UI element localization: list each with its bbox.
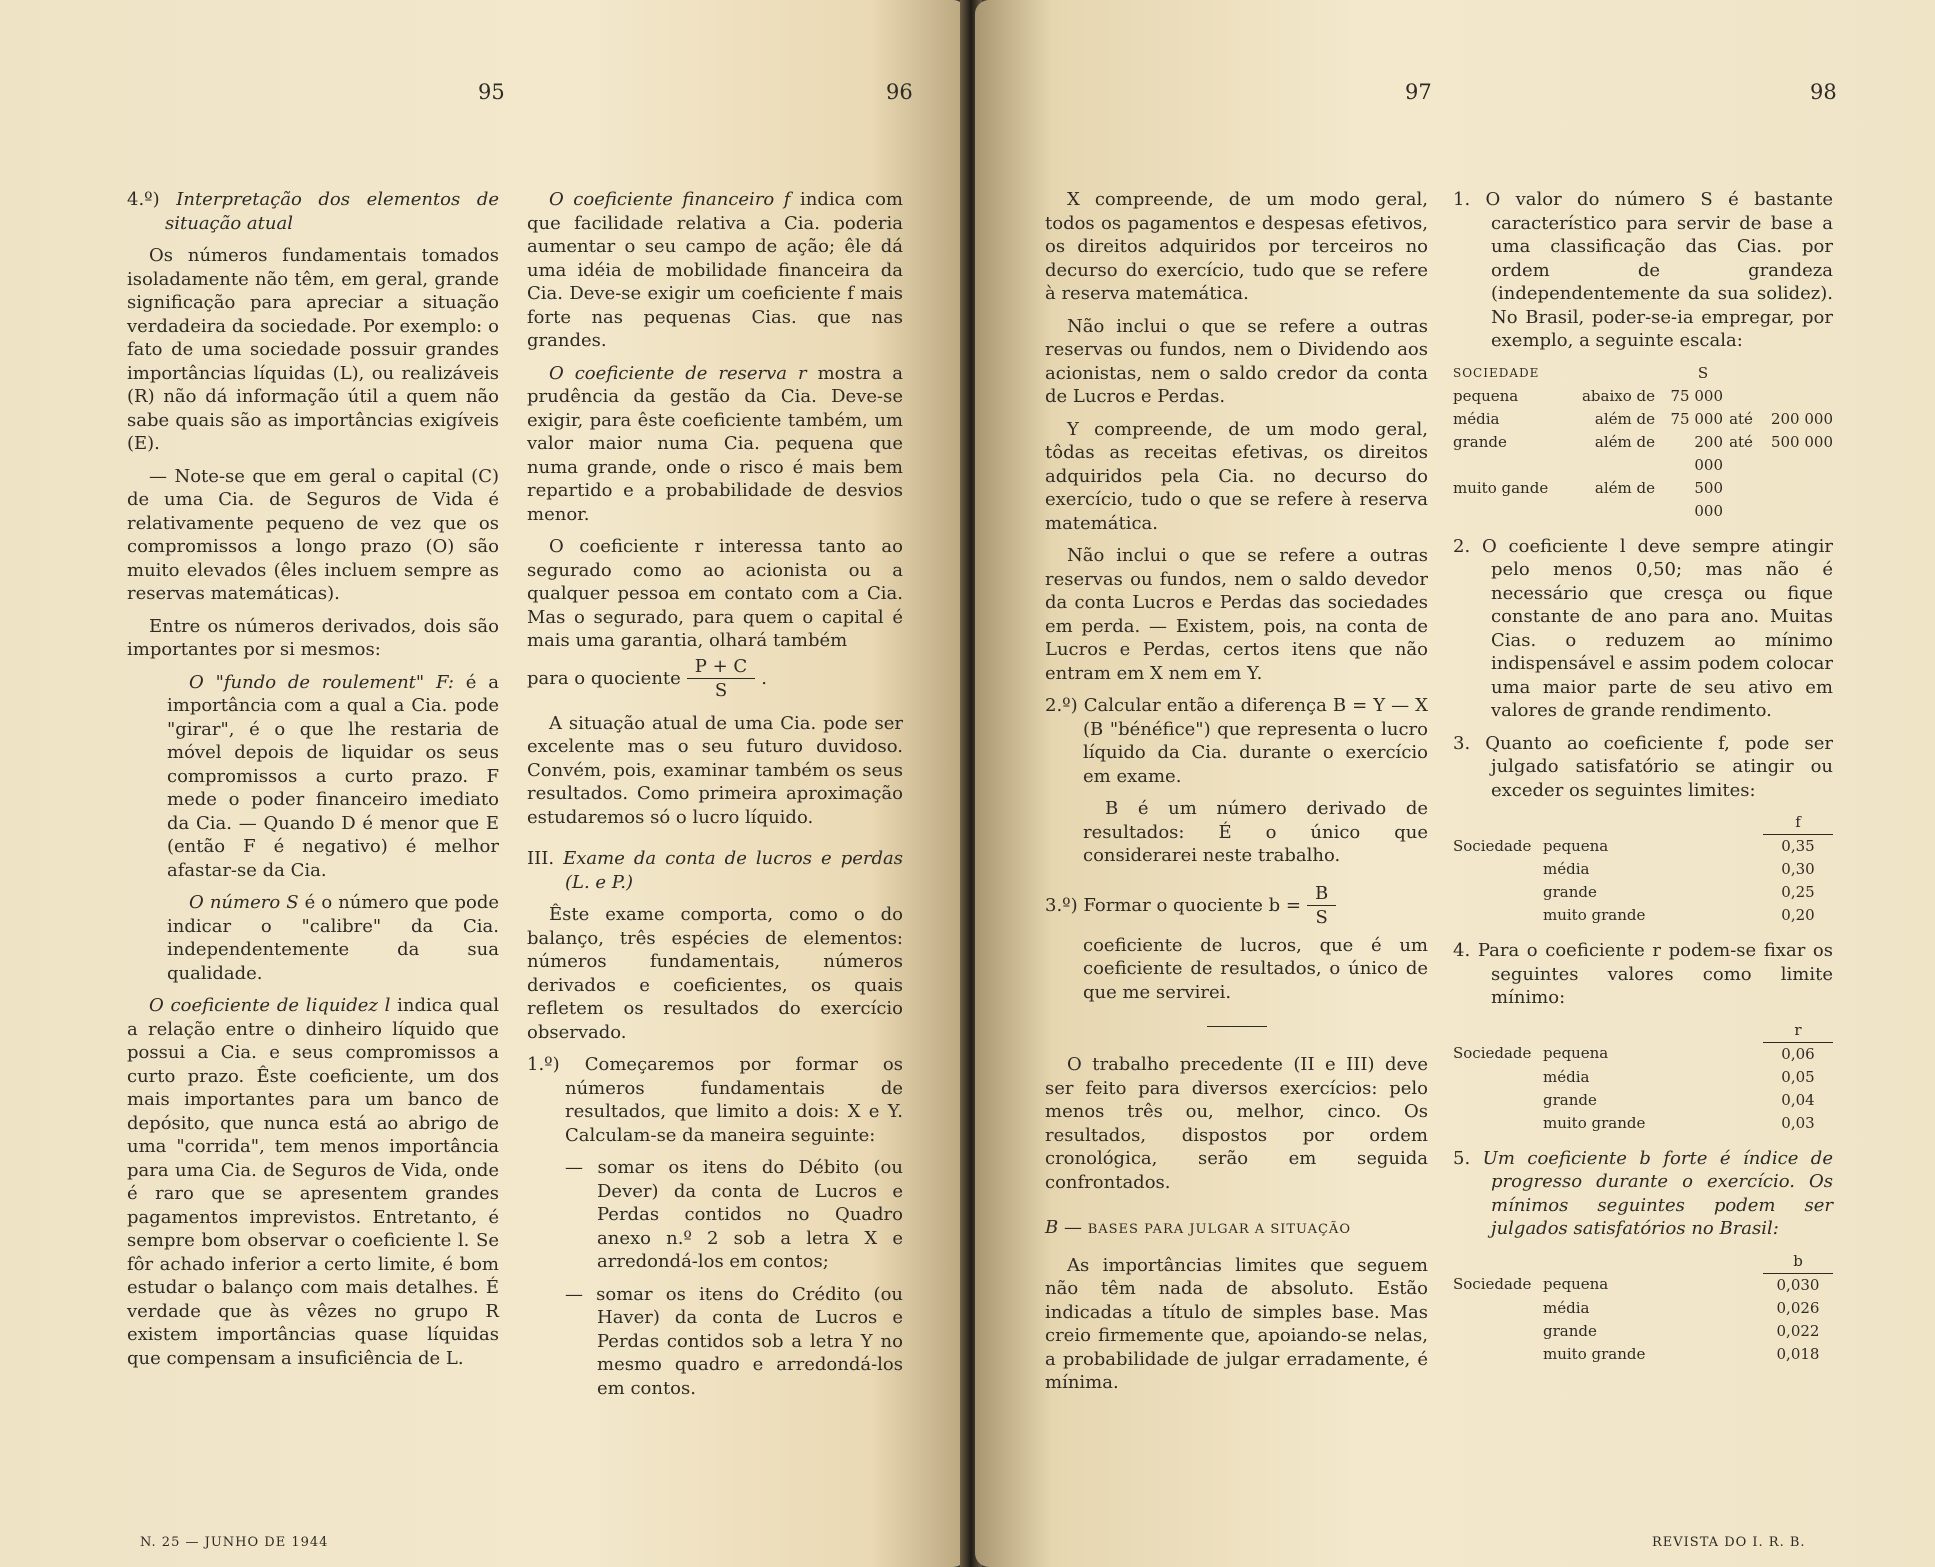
table-cell: muito gande (1453, 478, 1549, 497)
section-heading-3: III. Exame da conta de lucros e perdas (L. e P.) (527, 848, 903, 893)
dash-item: — somar os itens do Débito (ou Dever) da conta de Lucros e Perdas contidos no Quadro anexo n.º 2 sob a letra X e arredondá-los em contos; (565, 1157, 903, 1272)
table-cell (1759, 477, 1833, 523)
table-header: f (1763, 811, 1833, 835)
column-96 (527, 188, 903, 1409)
table-row (1453, 1089, 1833, 1112)
b-table-body (1453, 1273, 1833, 1366)
table-header: S (1697, 363, 1709, 382)
table-cell: até (1729, 409, 1753, 428)
table-cell: além de (1594, 478, 1655, 497)
paragraph: A situação atual de uma Cia. pode ser excelente mas o seu futuro duvidoso. Convém, pois, examinar também os seus resultados. Como primeira aproximação estudaremos só o lucro líquido. (527, 712, 903, 828)
table-cell: grande (1543, 1321, 1597, 1340)
table-cell: 500 000 (1694, 478, 1723, 520)
table-cell: 0,35 (1781, 837, 1815, 855)
quotient-b-fraction: $\frac{B}{S}$ (1307, 882, 1336, 930)
list-item-4: 4. Para o coeficiente r podem-se fixar os seguintes valores como limite mínimo: (1453, 940, 1833, 1008)
dash-item: — somar os itens do Crédito (ou Haver) da conta de Lucros e Perdas contidos sob a letra Y no mesmo quadro e arredondá-los em contos. (565, 1283, 903, 1399)
paragraph-liquidez: O coeficiente de liquidez l indica qual a relação entre o dinheiro líquido que possui a Cia. e seus compromissos a curto prazo. Êste coeficiente, um dos mais importantes para um banco de depósito, que nunca está ao abrigo de uma "corrida", tem menos importância para uma Cia. de Seguros de Vida, onde é raro que se apresentem grandes pagamentos imprevistos. Entretanto, é sempre bom observar o coeficiente l. Se fôr achado inferior a certo limite, é bom estudar o balanço com mais detalhes. É verdade que às vêzes no grupo R existem importâncias quase líquidas que compensam a insuficiência de L. (127, 995, 499, 1369)
section-heading-b: B — BASES PARA JULGAR A SITUAÇÃO (1045, 1217, 1351, 1238)
table-cell (1723, 477, 1759, 523)
scale-table (1453, 362, 1833, 523)
table-cell: média (1543, 1298, 1590, 1317)
section-heading-4: 4.º) Interpretação dos elementos de situação atual (127, 189, 499, 234)
r-table-body (1453, 1042, 1833, 1135)
table-cell: pequena (1543, 836, 1609, 855)
table-cell: Sociedade (1453, 1044, 1532, 1062)
table-cell: 75 000 (1670, 409, 1723, 428)
right-page (975, 0, 1935, 1567)
table-cell: 0,030 (1776, 1275, 1820, 1294)
table-header: SOCIEDADE (1453, 365, 1540, 380)
paragraph-numero-s: O número S é o número que pode indicar o "calibre" da Cia. independentemente da sua qualidade. (167, 892, 499, 984)
table-cell (1759, 385, 1833, 408)
table-cell: pequena (1453, 386, 1519, 405)
table-row (1453, 431, 1833, 477)
paragraph: coeficiente de lucros, que é um coeficiente de resultados, o único de que me servirei. (1083, 934, 1428, 1003)
section-rule (1207, 1026, 1267, 1027)
table-row (1453, 1297, 1833, 1320)
table-cell: grande (1453, 432, 1507, 451)
table-cell: 200 000 (1694, 432, 1723, 474)
paragraph: Não inclui o que se refere a outras reservas ou fundos, nem o Dividendo aos acionistas, nem o saldo credor da conta de Lucros e Perdas. (1045, 315, 1428, 407)
table-cell: 0,06 (1781, 1044, 1815, 1063)
paragraph: X compreende, de um modo geral, todos os pagamentos e despesas efetivos, os direitos adquiridos por terceiros no decurso do exercício, tudo que se refere à reserva matemática. (1045, 189, 1428, 304)
paragraph: — Note-se que em geral o capital (C) de uma Cia. de Seguros de Vida é relativamente pequeno de vez que os compromissos a longo prazo (O) são muito elevados (êles incluem sempre as reservas matemáticas). (127, 465, 499, 604)
table-cell: 0,30 (1781, 860, 1815, 878)
list-item-3: 3. Quanto ao coeficiente f, pode ser julgado satisfatório se atingir ou exceder os seguintes limites: (1453, 732, 1833, 801)
paragraph-r: O coeficiente r interessa tanto ao segurado como ao acionista ou a qualquer pessoa em contato com a Cia. Mas o segurado, para quem o capital é mais uma garantia, olhará também (527, 536, 903, 651)
table-cell: grande (1543, 883, 1597, 901)
table-row (1453, 835, 1833, 859)
table-cell: 0,022 (1776, 1321, 1820, 1340)
footer-left: N. 25 — JUNHO DE 1944 (140, 1535, 329, 1550)
table-cell: muito grande (1543, 906, 1646, 924)
list-item-5: 5. Um coeficiente b forte é índice de progresso durante o exercício. Os mínimos seguintes podem ser julgados satisfatórios no Brasil: (1453, 1147, 1833, 1239)
list-item-1: 1. O valor do número S é bastante característico para servir de base a uma classificação das Cias. por ordem de grandeza (independentemente da sua solidez). No Brasil, poder-se-ia empregar, por exemplo, a seguinte escala: (1453, 189, 1833, 351)
page-number-98: 98 (1810, 80, 1837, 104)
column-95 (127, 188, 499, 1379)
table-cell: abaixo de (1581, 386, 1655, 405)
table-cell: 0,05 (1781, 1067, 1815, 1086)
table-cell: 75 000 (1670, 386, 1723, 405)
table-cell: pequena (1543, 1044, 1609, 1062)
page-number-95: 95 (478, 80, 505, 104)
table-row (1453, 477, 1833, 523)
table-cell: 0,04 (1781, 1090, 1815, 1109)
paragraph: Y compreende, de um modo geral, tôdas as receitas efetivas, os direitos adquiridos pela Cia. no decurso do exercício, tudo o que se refere à reserva matemática. (1045, 418, 1428, 534)
table-cell: pequena (1543, 1275, 1609, 1293)
table-cell (1453, 881, 1543, 904)
paragraph: Não inclui o que se refere a outras reservas ou fundos, nem o saldo devedor da conta Lucros e Perdas das sociedades em perda. — Existem, pois, na conta de Lucros e Perdas, certos itens que não entram em X nem em Y. (1045, 545, 1428, 684)
table-cell: grande (1543, 1090, 1597, 1109)
table-cell (1453, 1320, 1543, 1343)
table-row (1453, 904, 1833, 927)
table-cell: Sociedade (1453, 836, 1532, 855)
table-cell: 0,018 (1776, 1344, 1820, 1363)
column-98 (1453, 188, 1833, 1366)
table-cell (1453, 1343, 1543, 1366)
table-cell: 0,25 (1781, 883, 1815, 901)
table-cell: 0,03 (1781, 1113, 1815, 1132)
table-row (1453, 1320, 1833, 1343)
scale-table-body (1453, 385, 1833, 523)
table-cell: além de (1594, 432, 1655, 451)
column-97 (1045, 188, 1428, 1404)
table-cell (1453, 1297, 1543, 1320)
table-cell: até (1729, 432, 1753, 451)
table-cell (1453, 1066, 1543, 1089)
b-table (1453, 1250, 1833, 1366)
table-cell (1453, 1089, 1543, 1112)
table-header: b (1763, 1250, 1833, 1274)
list-item-3: 3.º) Formar o quociente b = $\frac{B}{S}$ (1045, 882, 1428, 930)
table-row (1453, 881, 1833, 904)
table-cell: muito grande (1543, 1113, 1646, 1132)
f-table-body (1453, 835, 1833, 928)
paragraph: Êste exame comporta, como o do balanço, três espécies de elementos: números fundamentais, números derivados e coeficientes, os quais refletem os resultados do exercício observado. (527, 904, 903, 1043)
table-cell: Sociedade (1453, 1275, 1532, 1293)
table-cell: 0,20 (1781, 906, 1815, 924)
paragraph-financeiro: O coeficiente financeiro f indica com que facilidade relativa a Cia. poderia aumentar o seu campo de ação; êle dá uma idéia de mobilidade financeira da Cia. Deve-se exigir um coeficiente f mais forte nas pequenas Cias. que nas grandes. (527, 189, 903, 351)
list-item-2: 2. O coeficiente l deve sempre atingir pelo menos 0,50; mas não é necessário que cresça ou fique constante de ano para ano. Muitas Cias. o reduzem ao mínimo indispensável e assim podem colocar uma maior parte de seu ativo em valores de grande rendimento. (1453, 535, 1833, 721)
quotient-fraction: $\frac{P + C}{S}$ (687, 655, 755, 703)
paragraph: O trabalho precedente (II e III) deve ser feito para diversos exercícios: pelo menos três ou, melhor, cinco. Os resultados, dispostos por ordem cronológica, serão em seguida confrontados. (1045, 1054, 1428, 1193)
table-cell: média (1543, 860, 1590, 878)
table-row (1453, 1343, 1833, 1366)
table-cell: muito grande (1543, 1344, 1646, 1363)
table-row (1453, 408, 1833, 431)
f-table (1453, 811, 1833, 927)
table-row (1453, 1273, 1833, 1297)
paragraph: Entre os números derivados, dois são importantes por si mesmos: (127, 615, 499, 660)
table-row (1453, 1112, 1833, 1135)
table-row (1453, 858, 1833, 881)
list-item-2: 2.º) Calcular então a diferença B = Y — X (B "bénéfice") que representa o lucro líquido da Cia. durante o exercício em exame. (1045, 695, 1428, 787)
table-cell (1453, 858, 1543, 881)
table-cell: 200 000 (1770, 409, 1833, 428)
table-row (1453, 385, 1833, 408)
table-cell: 500 000 (1770, 432, 1833, 451)
paragraph: Os números fundamentais tomados isoladamente não têm, em geral, grande significação para apreciar a situação verdadeira da sociedade. Por exemplo: o fato de uma sociedade possuir grandes importâncias líquidas (L), ou realizáveis (R) não dá informação útil a quem não sabe quais são as importâncias exigíveis (E). (127, 245, 499, 454)
paragraph: As importâncias limites que seguem não têm nada de absoluto. Estão indicadas a título de simples base. Mas creio firmemente que, apoiando-se nelas, a probabilidade de julgar erradamente, é mínima. (1045, 1254, 1428, 1393)
paragraph: B é um número derivado de resultados: É o único que considerarei neste trabalho. (1083, 798, 1428, 866)
table-cell: 0,026 (1776, 1298, 1820, 1317)
table-cell: além de (1594, 409, 1655, 428)
table-cell: média (1543, 1067, 1590, 1086)
page-number-96: 96 (886, 80, 913, 104)
table-cell (1723, 385, 1759, 408)
r-table (1453, 1019, 1833, 1135)
footer-right: REVISTA DO I. R. B. (1652, 1535, 1806, 1550)
quotient-line: para o quociente $\frac{P + C}{S}$ . (527, 655, 767, 701)
paragraph-reserva: O coeficiente de reserva r mostra a prudência da gestão da Cia. Deve-se exigir, para êste coeficiente também, um valor maior numa Cia. pequena que numa grande, onde o risco é mais bem repartido e a probabilidade de desvios menor. (527, 362, 903, 525)
paragraph-fundo: O "fundo de roulement" F: é a importância com a qual a Cia. pode "girar", é o que lhe restaria de móvel depois de liquidar os seus compromissos a curto prazo. F mede o poder financeiro imediato da Cia. — Quando D é menor que E (então F é negativo) é melhor afastar-se da Cia. (167, 671, 499, 881)
table-cell (1453, 1112, 1543, 1135)
page-number-97: 97 (1405, 80, 1432, 104)
left-page (0, 0, 967, 1567)
table-cell: média (1453, 409, 1500, 428)
table-row (1453, 1042, 1833, 1066)
list-item-1: 1.º) Começaremos por formar os números fundamentais de resultados, que limito a dois: X e Y. Calculam-se da maneira seguinte: (527, 1054, 903, 1146)
table-header: r (1763, 1019, 1833, 1043)
table-row (1453, 1066, 1833, 1089)
derived-numbers-block (127, 671, 499, 986)
table-cell (1453, 904, 1543, 927)
